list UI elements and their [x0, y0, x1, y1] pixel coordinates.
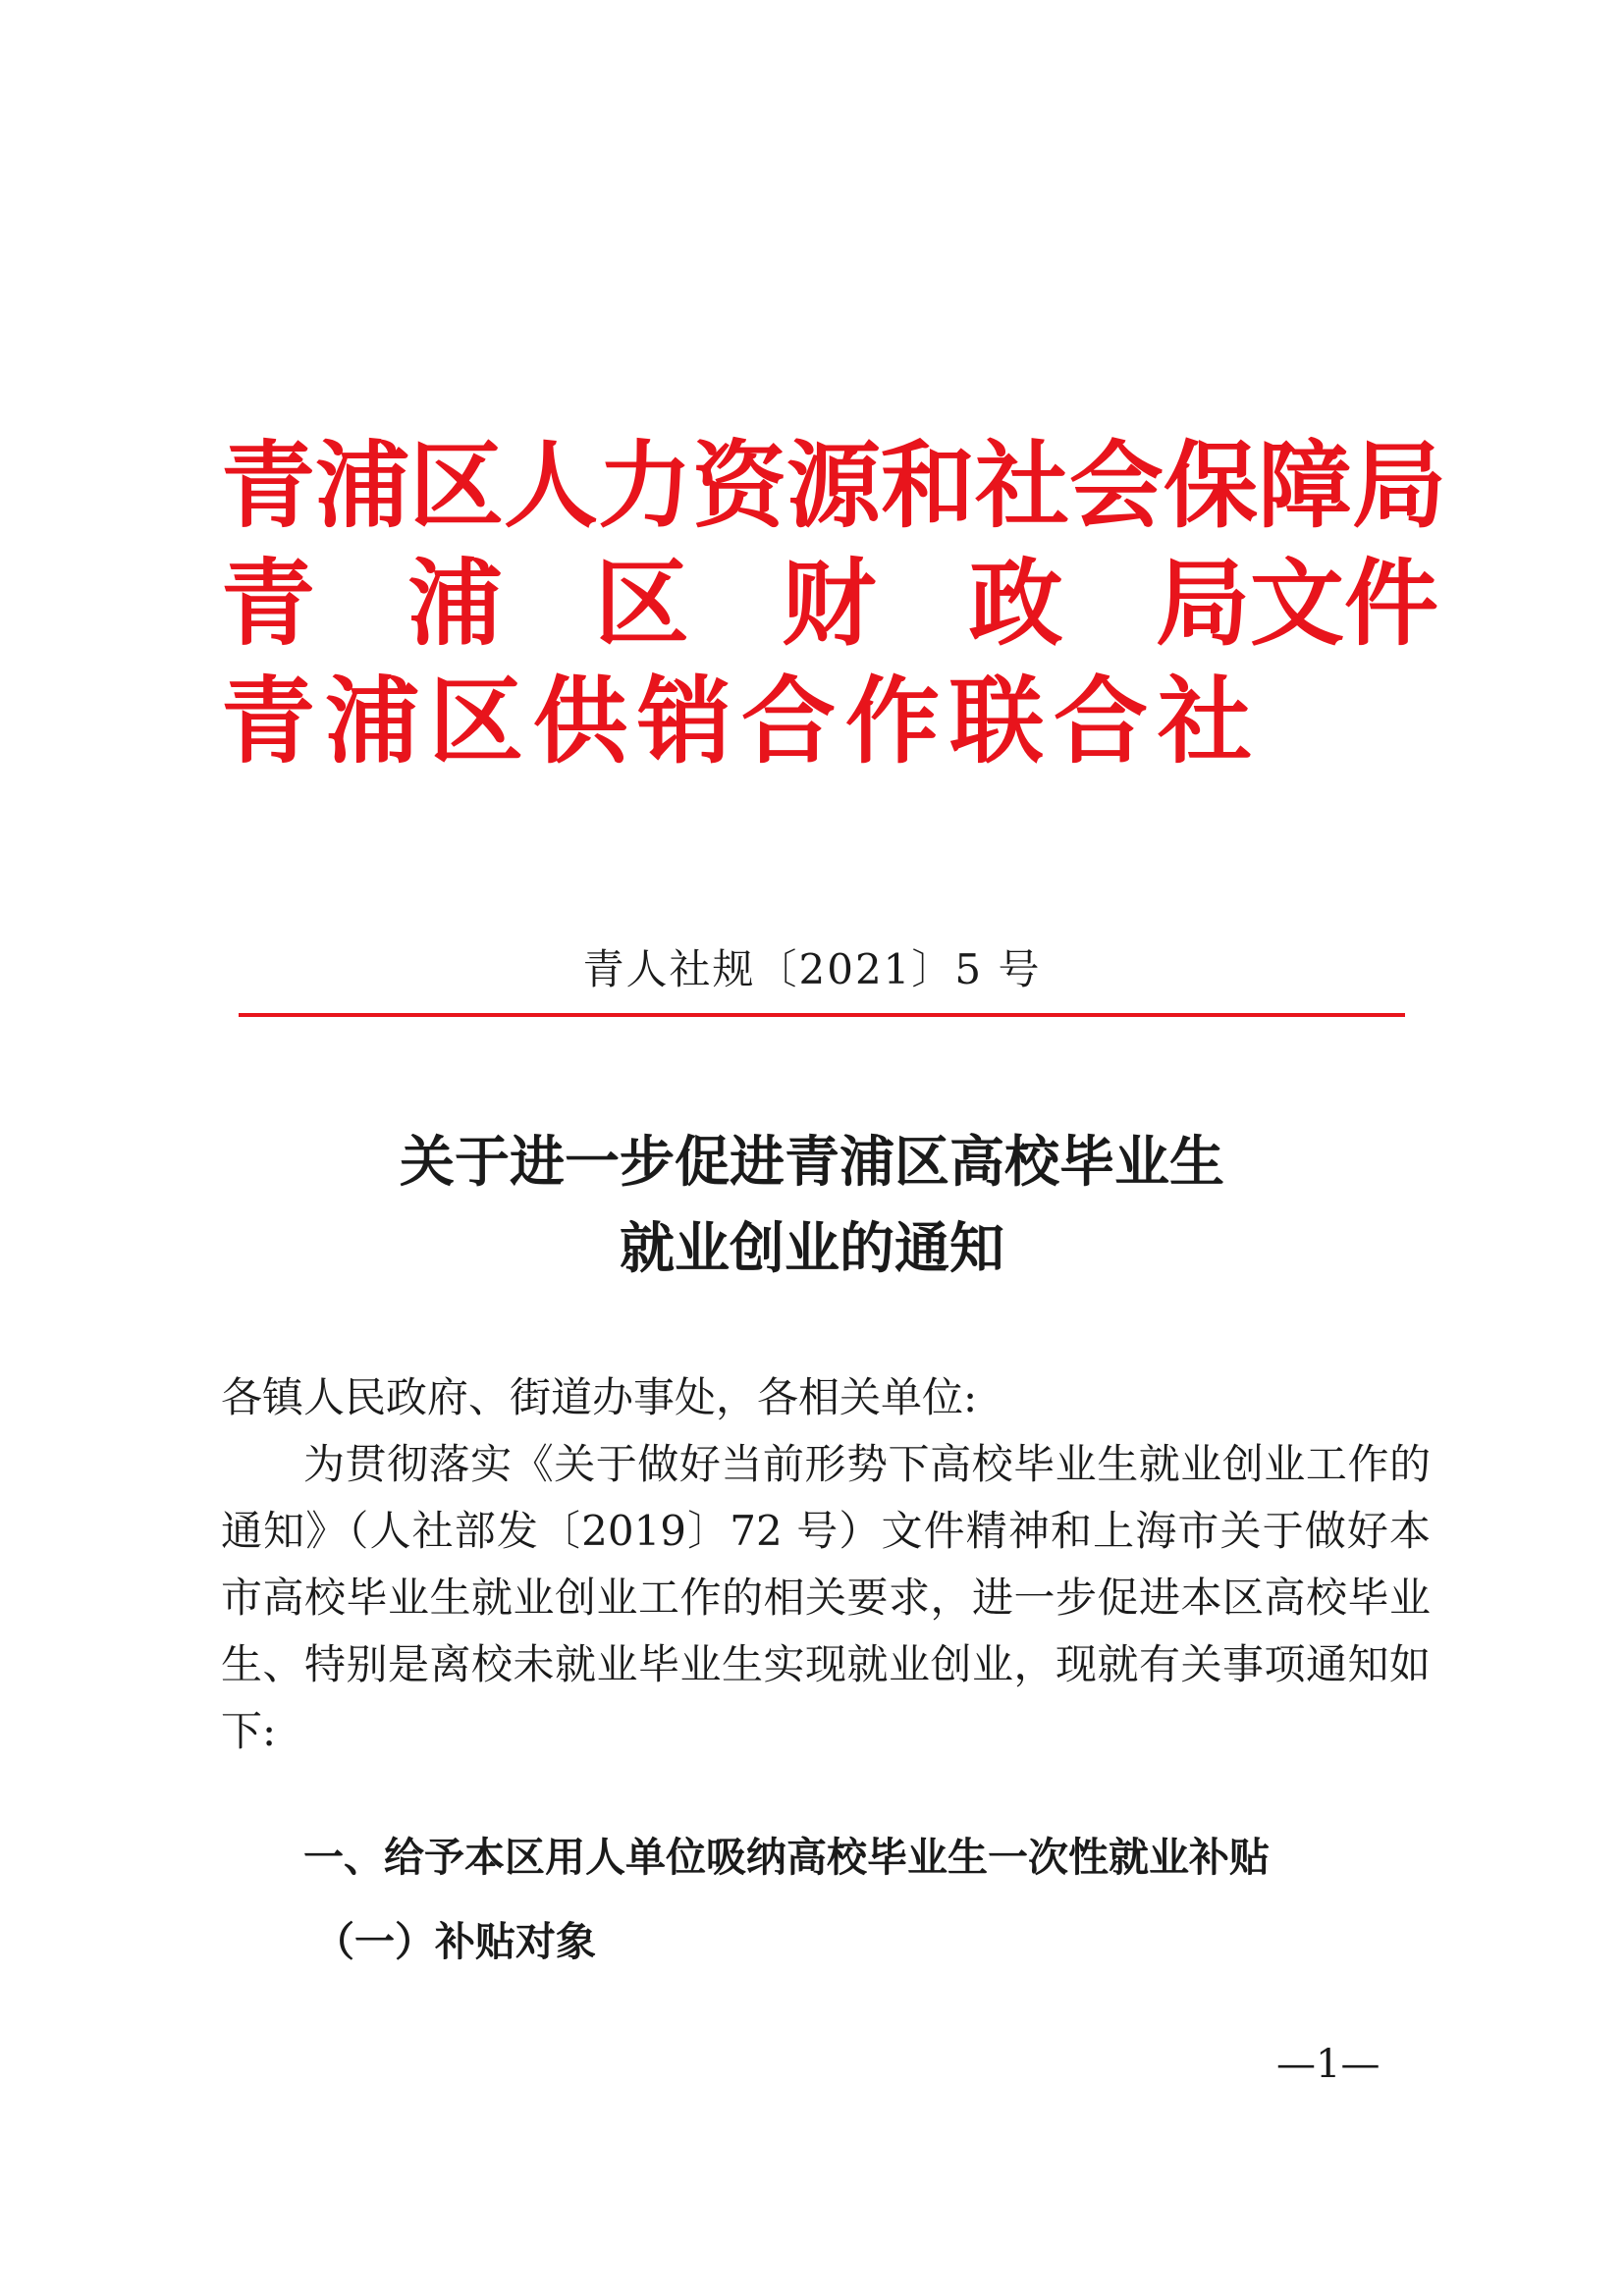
- masthead-line-2-char: 财: [782, 549, 877, 659]
- intro-paragraph: 为贯彻落实《关于做好当前形势下高校毕业生就业创业工作的通知》（人社部发〔2019〕72 号）文件精神和上海市关于做好本市高校毕业生就业创业工作的相关要求，进一步促进本区高校毕业生、特别是离校未就业毕业生实现就业创业，现就有关事项通知如下:: [221, 1440, 1431, 1755]
- masthead-line-2-char: 局文件: [1155, 549, 1438, 659]
- masthead-line-2-char: 区: [594, 549, 689, 659]
- subsection-heading-1: （一）补贴对象: [314, 1918, 596, 1965]
- masthead-line-2: [221, 545, 1438, 663]
- masthead-line-1-text: 青浦区人力资源和社会保障局: [221, 431, 1446, 541]
- document-title-line-2: 就业创业的通知: [620, 1217, 1004, 1281]
- masthead-line-1: [221, 427, 1446, 545]
- red-divider-line: [239, 1013, 1405, 1017]
- section-heading-1: 一、给予本区用人单位吸纳高校毕业生一次性就业补贴: [303, 1834, 1270, 1881]
- masthead-line-3-char: 作: [845, 667, 940, 776]
- red-masthead: [221, 427, 1446, 780]
- masthead-line-3-char: 合: [741, 667, 836, 776]
- masthead-line-2-char: 政: [968, 549, 1063, 659]
- salutation: 各镇人民政府、街道办事处，各相关单位:: [221, 1373, 978, 1421]
- document-title-line-1: 关于进一步促进青浦区高校毕业生: [400, 1131, 1224, 1195]
- masthead-line-2-char: 青: [221, 549, 315, 659]
- masthead-line-3-char: 区: [429, 667, 523, 776]
- masthead-line-3-char: 供: [533, 667, 627, 776]
- page-number: —1—: [1276, 2042, 1380, 2087]
- masthead-line-2-char: 浦: [407, 549, 503, 659]
- masthead-line-3-char: 联: [949, 667, 1044, 776]
- masthead-line-3: [221, 663, 1252, 780]
- masthead-line-3-char: 社: [1158, 667, 1252, 776]
- document-number: 青人社规〔2021〕5 号: [582, 945, 1042, 993]
- masthead-line-3-char: 销: [637, 667, 731, 776]
- masthead-line-3-char: 合: [1054, 667, 1148, 776]
- masthead-line-3-char: 浦: [325, 667, 419, 776]
- masthead-line-3-char: 青: [221, 667, 315, 776]
